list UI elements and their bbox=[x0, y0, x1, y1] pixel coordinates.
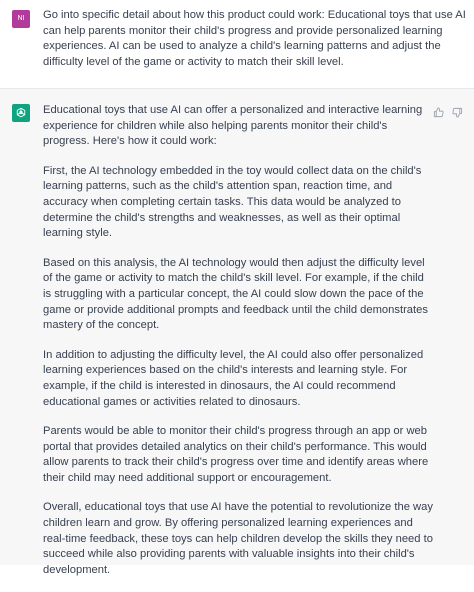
thumbs-down-icon bbox=[452, 107, 463, 118]
assistant-paragraph: In addition to adjusting the difficulty level, the AI could also offer personalized learning experiences based on the child's interests and learning style. For example, if the child is interested in dinosaurs, the AI could recommend educational games or activities related to dinosaurs. bbox=[43, 348, 424, 408]
feedback-controls bbox=[432, 106, 464, 119]
assistant-paragraph: Overall, educational toys that use AI have the potential to revolutionize the way children learn and grow. By offering personalized learning experiences and real-time feedback, these toys can help children develop the skills they need to succeed while also providing parents with valuable insights into their child's development. bbox=[43, 501, 433, 576]
thumbs-up-button[interactable] bbox=[432, 106, 445, 119]
assistant-message-body bbox=[43, 103, 433, 592]
user-message-text: Go into specific detail about how this product could work: Educational toys that use AI can help parents monitor their child's progress and provide personalized learning experiences. AI can be used to analyze a child's learning patterns and adjust the difficulty level of the game or activity to match their skill level. bbox=[43, 9, 466, 68]
openai-logo-icon bbox=[15, 107, 27, 119]
assistant-paragraph: Parents would be able to monitor their child's progress through an app or web portal that provides detailed analytics on their child's performance. This would allow parents to track their child's progress over time and identify areas where their child may need additional support or encouragement. bbox=[43, 425, 429, 484]
assistant-message bbox=[0, 89, 474, 576]
assistant-paragraph: First, the AI technology embedded in the toy would collect data on the child's learning patterns, such as the child's attention span, reaction time, and accuracy when completing certain tasks. This data would be analyzed to determine the child's strengths and weaknesses, as well as their optimal learning style. bbox=[43, 164, 422, 240]
assistant-avatar bbox=[12, 104, 30, 122]
user-avatar: NI bbox=[12, 10, 30, 28]
assistant-paragraph: Based on this analysis, the AI technology would then adjust the difficulty level of the game or activity to match the child's skill level. For example, if the child is struggling with a particular concept, the AI could slow down the pace of the game or provide additional prompts and feedback until the child demonstrates mastery of the concept. bbox=[43, 256, 428, 332]
assistant-paragraph: Educational toys that use AI can offer a personalized and interactive learning experience for children while also helping parents monitor their child's progress. Here's how it could work: bbox=[43, 104, 423, 148]
user-message bbox=[0, 0, 474, 89]
thumbs-up-icon bbox=[433, 107, 444, 118]
thumbs-down-button[interactable] bbox=[451, 106, 464, 119]
